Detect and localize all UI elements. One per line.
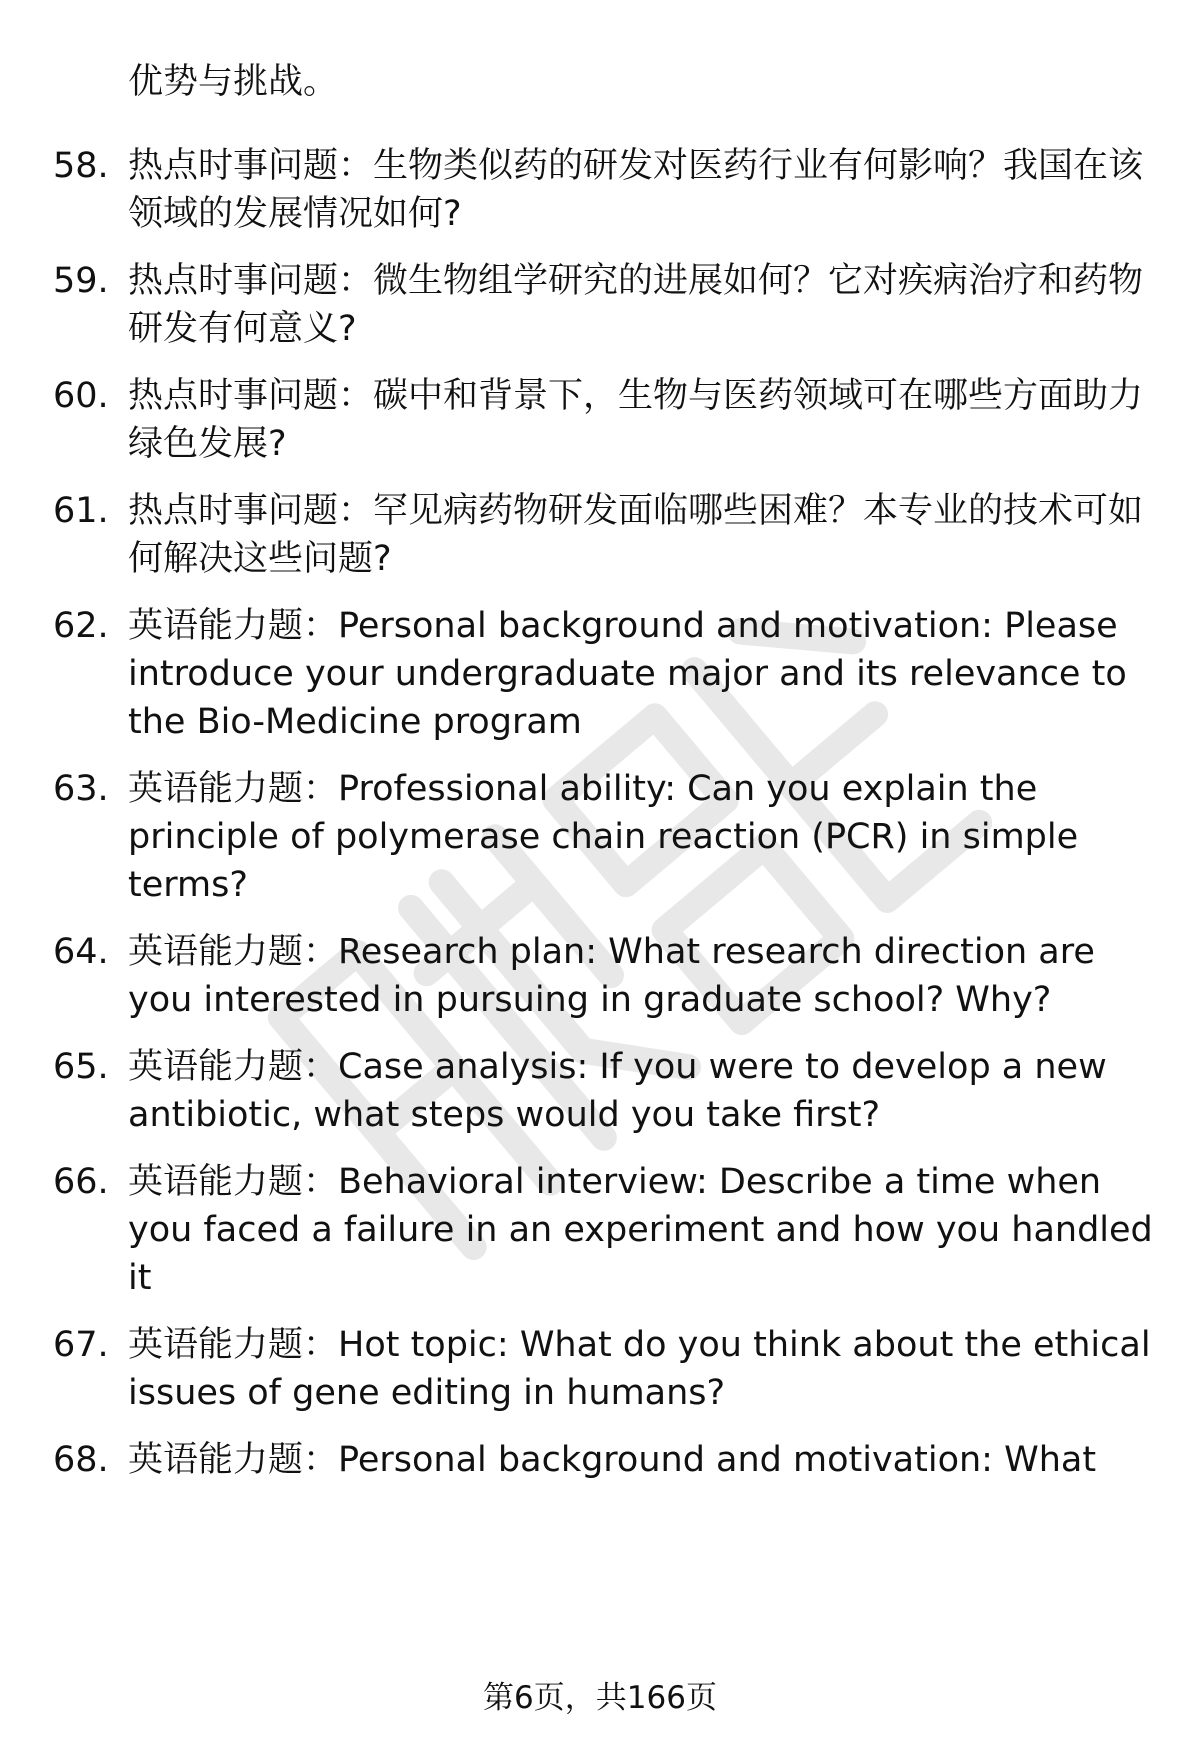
item-number: 64. (53, 932, 109, 972)
list-item (0, 372, 1200, 468)
item-text: 英语能力题：Research plan: What research direction are you interested in pursuing in graduate school? Why? (128, 932, 1095, 1020)
list-item (0, 487, 1200, 583)
list-item (0, 1436, 1200, 1484)
item-number: 61. (53, 491, 109, 531)
item-number: 68. (53, 1440, 109, 1480)
item-number: 66. (53, 1162, 109, 1202)
item-text: 热点时事问题：碳中和背景下，生物与医药领域可在哪些方面助力绿色发展? (128, 376, 1144, 464)
item-text: 热点时事问题：生物类似药的研发对医药行业有何影响？我国在该领域的发展情况如何? (128, 146, 1144, 234)
question-list (0, 142, 1200, 1503)
page-footer: 第6页，共166页 (483, 1680, 717, 1716)
list-item (0, 142, 1200, 238)
item-number: 67. (53, 1325, 109, 1365)
list-item (0, 1158, 1200, 1302)
item-number: 60. (53, 376, 109, 416)
continued-text: 优势与挑战。 (128, 62, 339, 102)
item-text: 英语能力题：Hot topic: What do you think about the ethical issues of gene editing in humans? (128, 1325, 1151, 1413)
list-item (0, 602, 1200, 746)
item-text: 热点时事问题：微生物组学研究的进展如何？它对疾病治疗和药物研发有何意义? (128, 261, 1144, 349)
item-number: 65. (53, 1047, 109, 1087)
list-item (0, 1321, 1200, 1417)
item-text: 英语能力题：Behavioral interview: Describe a time when you faced a failure in an experiment and how you handled it (128, 1162, 1153, 1298)
list-item (0, 257, 1200, 353)
item-number: 59. (53, 261, 109, 301)
item-text: 热点时事问题：罕见病药物研发面临哪些困难？本专业的技术可如何解决这些问题? (128, 491, 1144, 579)
list-item (0, 765, 1200, 909)
item-number: 62. (53, 606, 109, 646)
list-item (0, 1043, 1200, 1139)
item-text: 英语能力题：Professional ability: Can you explain the principle of polymerase chain reaction (PCR) in simple terms? (128, 769, 1079, 905)
item-number: 63. (53, 769, 109, 809)
item-text: 英语能力题：Case analysis: If you were to develop a new antibiotic, what steps would you take first? (128, 1047, 1107, 1135)
item-number: 58. (53, 146, 109, 186)
item-text: 英语能力题：Personal background and motivation: What (128, 1440, 1097, 1480)
list-item (0, 928, 1200, 1024)
item-text: 英语能力题：Personal background and motivation: Please introduce your undergraduate major and its relevance to the Bio-Medicine program (128, 606, 1127, 742)
